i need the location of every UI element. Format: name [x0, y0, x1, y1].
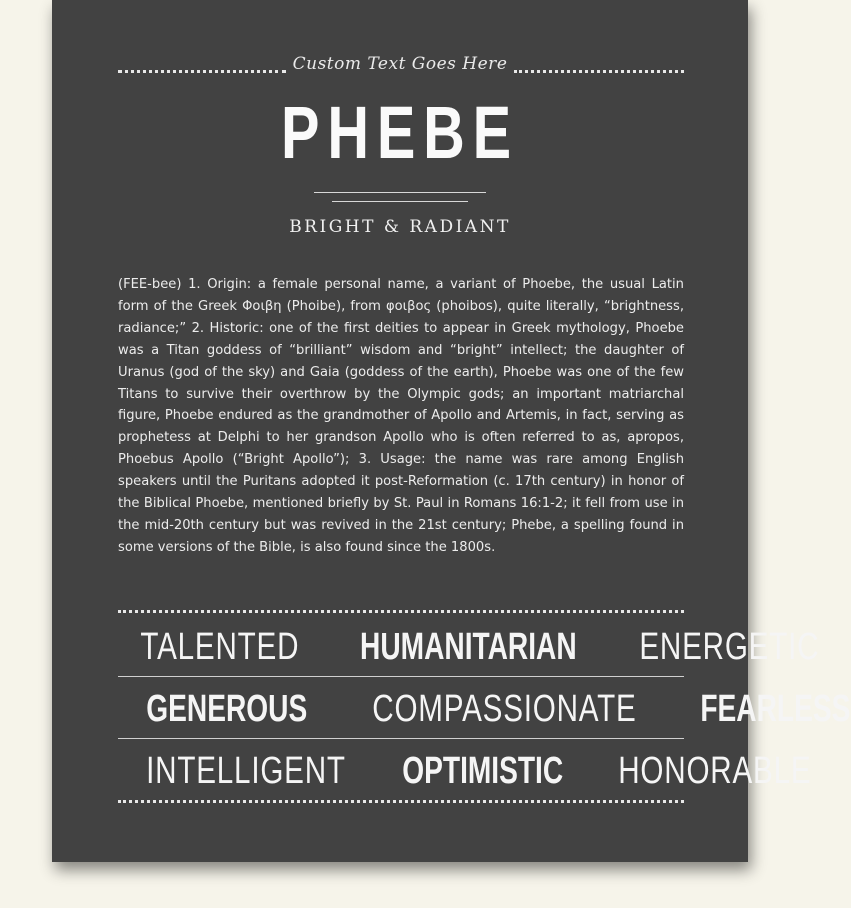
trait-row-rule-1: [118, 676, 684, 677]
name-meaning: BRIGHT & RADIANT: [289, 217, 511, 237]
name-title: PHEBE: [281, 91, 519, 174]
title-rule-upper: [314, 192, 486, 193]
trait-word: OPTIMISTIC: [402, 749, 564, 792]
title-rule-lower: [332, 201, 468, 202]
trait-word: INTELLIGENT: [146, 749, 346, 792]
trait-row-rule-2: [118, 738, 684, 739]
name-description: (FEE-bee) 1. Origin: a female personal name, a variant of Phoebe, the usual Latin form of the Greek Φοιβη (Phoibe), from φοιβος (phoibos), quite literally, “brightness, radiance;” 2. Historic: one of the first deities to appear in Greek mythology, Phoebe was a Titan goddess of “brilliant” wisdom and “bright” intellect; the daughter of Uranus (god of the sky) and Gaia (goddess of the earth), Phoebe was one of the few Titans to survive their overthrow by the Olympic gods; an important matriarchal figure, Phoebe endured as the grandmother of Apollo and Artemis, in fact, serving as prophetess at Delphi to her grandson Apollo who is often referred to as, apropos, Phoebus Apollo (“Bright Apollo”); 3. Usage: the name was rare among English speakers until the Puritans adopted it post-Reformation (c. 17th century) in honor of the Biblical Phoebe, mentioned briefly by St. Paul in Romans 16:1-2; it fell from use in the mid-20th century but was revived in the 21st century; Phebe, a spelling found in some versions of the Bible, is also found since the 1800s.: [118, 277, 684, 555]
name-poster: [52, 0, 851, 862]
trait-word: COMPASSIONATE: [372, 687, 638, 730]
custom-text: Custom Text Goes Here: [292, 54, 508, 74]
trait-row-1: [118, 622, 820, 672]
trait-word: FEARLESS: [700, 687, 851, 730]
dotted-divider-traits-top: [118, 610, 684, 613]
trait-word: HUMANITARIAN: [359, 625, 577, 668]
trait-word: ENERGETIC: [639, 625, 820, 668]
trait-word: GENEROUS: [146, 687, 308, 730]
dotted-divider-traits-bottom: [118, 800, 684, 803]
trait-row-3: [118, 746, 812, 796]
trait-word: TALENTED: [140, 625, 300, 668]
trait-row-2: [118, 684, 851, 734]
trait-word: HONORABLE: [618, 749, 812, 792]
